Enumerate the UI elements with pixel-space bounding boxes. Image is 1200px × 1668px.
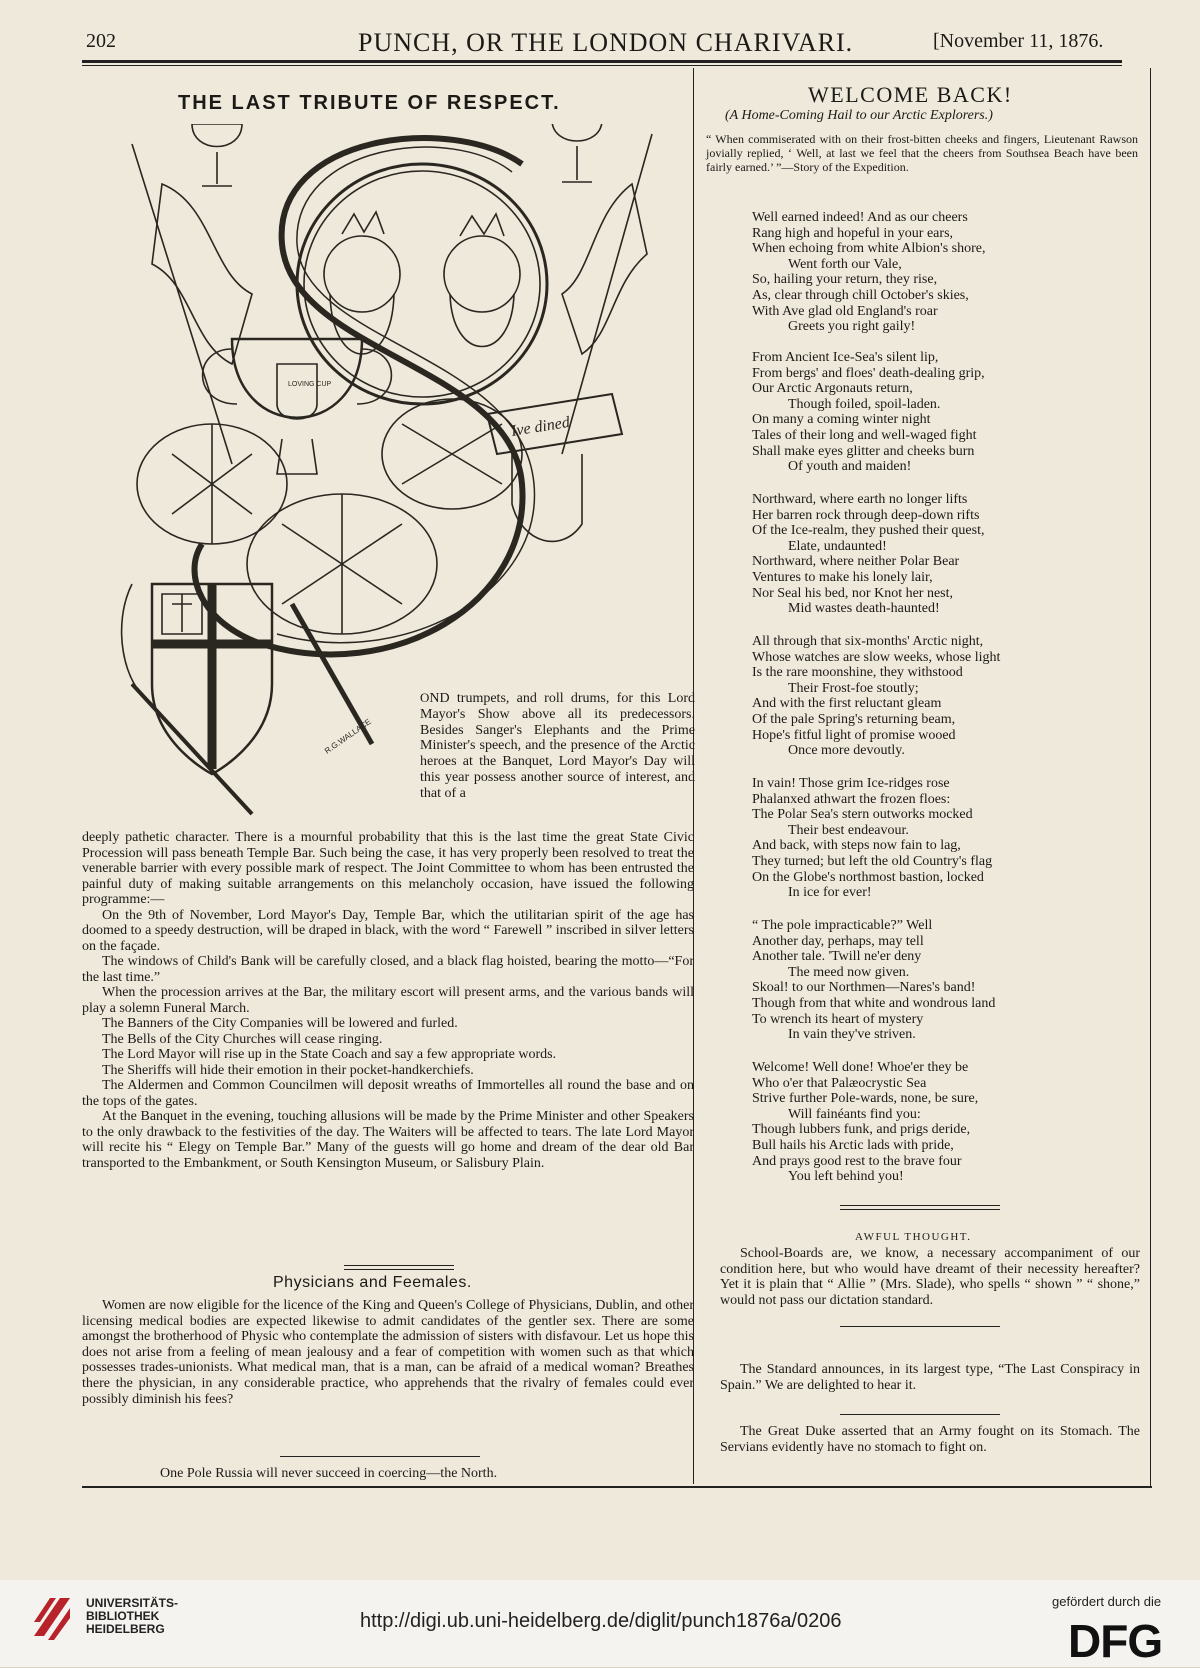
physicians-paragraph: Women are now eligible for the licence of the King and Queen's College of Physicians, Dublin, and other licensing medical bodies are expected likewise to admit candidates of the gentler sex. There are some amongst the brotherhood of Physic who contemplate the admission of sisters with disfavour. Let us hope this does not arise from a feeling of mean jealousy and a fear of competition with women such as that which possesses trades-unionists. What medical man, that is a man, can be afraid of a medical woman? Breathes there the physician, in any considerable practice, who apprehends that the rivalry of females could ever possibly diminish his fees? [82,1298,694,1407]
library-name-line: UNIVERSITÄTS- [86,1596,179,1610]
section-rule [840,1205,1000,1206]
poem-line: Their Frost-foe stoutly; [788,680,919,696]
story-paragraph: When the procession arrives at the Bar, the military escort will present arms, and the various bands will play a solemn Funeral March. [82,985,694,1016]
pole-russia-line: One Pole Russia will never succeed in coercing—the North. [160,1466,498,1481]
great-duke-paragraph: The Great Duke asserted that an Army fought on its Stomach. The Servians evidently have no stomach to fight on. [720,1424,1140,1455]
poem-line: Another day, perhaps, may tell [752,933,924,949]
library-logo-icon[interactable] [30,1592,74,1644]
permalink-url[interactable]: http://digi.ub.uni-heidelberg.de/diglit/punch1876a/0206 [360,1610,842,1632]
poem-line: Though foiled, spoil-laden. [788,396,941,412]
story-paragraph: The Aldermen and Common Councilmen will deposit wreaths of Immortelles all round the base and on the tops of the gates. [82,1078,694,1109]
masthead-title: PUNCH, OR THE LONDON CHARIVARI. [358,28,854,57]
story-paragraph: deeply pathetic character. There is a mournful probability that this is the last time the great State Civic Procession will pass beneath Temple Bar. Such being the case, it has very properly been resolved to treat the venerable barrier with every possible mark of respect. The Joint Committee to whom has been entrusted the painful duty of making suitable arrangements on this melancholy occasion, have issued the following programme:— [82,830,694,907]
poem-line: Their best endeavour. [788,822,909,838]
epigraph-quote: “ When commiserated with on their frost-bitten cheeks and fingers, Lieutenant Rawson jovially replied, ‘ Well, at last we feel that the cheers from Southsea Beach have been fairly earned.’ ”—Story of the Expedition. [706,132,1138,174]
poem-line: Tales of their long and well-waged fight [752,427,977,443]
header-rule-thin [82,65,1122,66]
funding-caption: gefördert durch die [1052,1594,1162,1609]
awful-thought-paragraph: School-Boards are, we know, a necessary accompaniment of our condition here, but who would have dreamt of their necessity hereafter? Yet it is plain that “ Allie ” (Mrs. Slade), who spells “ shown ” “ shone,” would not pass our dictation standard. [720,1246,1140,1308]
poem-stanza [752,492,1132,617]
story-paragraph: The Bells of the City Churches will cease ringing. [102,1031,383,1047]
footer-rule [82,1486,1152,1488]
poem-line: Of youth and maiden! [788,459,912,475]
poem-line: Though from that white and wondrous land [752,995,996,1011]
artist-signature: R.G.WALLACE [322,717,373,756]
poem-line: As, clear through chill October's skies, [752,287,969,303]
physicians-heading: Physicians and Feemales. [273,1274,472,1291]
dfg-logo[interactable]: DFG [1068,1615,1163,1667]
poem-line: Once more devoutly. [788,743,905,759]
poem-line: Ventures to make his lonely lair, [752,569,933,585]
page-border-right [1150,68,1151,1488]
poem-line: Northward, where earth no longer lifts [752,492,968,507]
poem-line: Welcome! Well done! Whoe'er they be [752,1060,969,1075]
issue-date: [November 11, 1876. [933,30,1104,52]
library-name-line: BIBLIOTHEK [86,1609,160,1623]
poem-line: Another tale. 'Twill ne'er deny [752,949,922,965]
poem-stanza [752,918,1132,1043]
poem-line: In vain they've striven. [788,1027,916,1043]
poem-line: Nor Seal his bed, nor Knot her nest, [752,585,954,601]
poem-stanza [752,634,1132,759]
poem-line: Her barren rock through deep-down rifts [752,507,980,523]
ribbon-text: Ive dined [509,413,571,440]
poem-line: Northward, where neither Polar Bear [752,554,960,570]
standard-paragraph: The Standard announces, in its largest type, “The Last Conspiracy in Spain.” We are delighted to hear it. [720,1362,1140,1393]
poem-line: “ The pole impracticable?” Well [752,918,933,933]
poem-line: Shall make eyes glitter and cheeks burn [752,443,975,459]
cup-label: LOVING CUP [288,381,332,388]
story-paragraph: At the Banquet in the evening, touching allusions will be made by the Prime Minister and other Speakers to the only drawback to the festivities of the day. The Waiters will be affected to tears. The late Lord Mayor will recite his “ Elegy on Temple Bar.” Many of the guests will go home and dream of the dear old Bar transported to the Embankment, or South Kensington Museum, or Salisbury Plain. [82,1109,694,1171]
poem-line: Though lubbers funk, and prigs deride, [752,1122,971,1138]
poem-line: They turned; but left the old Country's flag [752,853,993,869]
poem-line: Who o'er that Palæocrystic Sea [752,1075,927,1091]
story-paragraph: The Sheriffs will hide their emotion in their pocket-handkerchiefs. [102,1062,474,1078]
poem-stanza [752,210,1132,335]
poem-line: Phalanxed athwart the frozen floes: [752,791,951,807]
poem-line: Is the rare moonshine, they withstood [752,665,963,681]
section-rule [344,1265,454,1266]
poem-line: Of the pale Spring's returning beam, [752,711,956,727]
poem-line: With Ave glad old England's roar [752,303,938,319]
poem-line: In ice for ever! [788,885,872,901]
poem-line: Our Arctic Argonauts return, [752,381,913,397]
poem-line: On many a coming winter night [752,412,931,428]
story-paragraph: The Lord Mayor will rise up in the State Coach and say a few appropriate words. [102,1047,557,1062]
poem-stanza [752,776,1132,901]
poem-line: The Polar Sea's stern outworks mocked [752,807,973,823]
story-paragraph: On the 9th of November, Lord Mayor's Day, Temple Bar, which the utilitarian spirit of the age has doomed to a speedy destruction, will be draped in black, with the word “ Farewell ” inscribed in silver letters on the façade. [82,907,694,954]
poem-line: On the Globe's northmost bastion, locked [752,869,984,885]
story-paragraph: The windows of Child's Bank will be carefully closed, and a black flag hoisted, bearing the motto—“For the last time.” [82,954,694,985]
page-number: 202 [86,30,116,52]
poem-line: From bergs' and floes' death-dealing grip, [752,365,985,381]
poem-line: Went forth our Vale, [788,256,902,272]
poem-line: You left behind you! [788,1169,904,1185]
poem-line: Greets you right gaily! [788,319,916,335]
poem-line: Will fainéants find you: [788,1106,921,1122]
poem-line: When echoing from white Albion's shore, [752,241,986,257]
poem-line: In vain! Those grim Ice-ridges rose [752,776,950,791]
poem-line: To wrench its heart of mystery [752,1011,924,1027]
poem-line: Elate, undaunted! [788,538,887,554]
temple-bar-story [82,830,694,1171]
awful-thought-heading: AWFUL THOUGHT. [855,1231,972,1243]
header-rule [82,60,1122,63]
poem-line: All through that six-months' Arctic night, [752,634,984,649]
poem-line: So, hailing your return, they rise, [752,272,938,288]
poem-line: Of the Ice-realm, they pushed their quest, [752,523,985,539]
section-rule [840,1209,1000,1210]
poem-stanza [752,350,1132,475]
library-name[interactable] [86,1597,178,1636]
section-rule [344,1269,454,1270]
section-rule [840,1326,1000,1327]
poem-stanza [752,1060,1132,1185]
poem-line: And prays good rest to the brave four [752,1153,962,1169]
welcome-back-subtitle: (A Home-Coming Hail to our Arctic Explorers.) [725,108,993,123]
poem-line: And with the first reluctant gleam [752,696,942,712]
poem-line: Whose watches are slow weeks, whose light [752,649,1001,665]
library-name-line: HEIDELBERG [86,1622,165,1636]
cartoon-title: THE LAST TRIBUTE OF RESPECT. [178,92,561,114]
poem-line: Bull hails his Arctic lads with pride, [752,1137,954,1153]
section-rule [840,1414,1000,1415]
story-paragraph: The Banners of the City Companies will be lowered and furled. [102,1016,458,1031]
poem-line: From Ancient Ice-Sea's silent lip, [752,350,939,365]
lede-paragraph [420,690,695,802]
section-rule [280,1456,480,1457]
poem-line: Skoal! to our Northmen—Nares's band! [752,980,976,996]
poem-line: Rang high and hopeful in your ears, [752,225,954,241]
poem-line: Hope's fitful light of promise wooed [752,727,956,743]
poem-line: And back, with steps now fain to lag, [752,838,961,854]
lede-text: ND trumpets, and roll drums, for this Lord Mayor's Show above all its predecessors. Besides Sanger's Elephants and the Prime Minister's speech, and the presence of the Arctic heroes at the Banquet, Lord Mayor's Day will this year possess another source of interest, and that of a [420,691,695,801]
poem-line: Well earned indeed! And as our cheers [752,210,968,225]
poem-line: Mid wastes death-haunted! [788,601,940,617]
poem-line: The meed now given. [788,964,910,980]
welcome-back-heading: WELCOME BACK! [808,82,1013,107]
drop-cap: O [420,690,430,705]
poem-line: Strive further Pole-wards, none, be sure, [752,1091,979,1107]
